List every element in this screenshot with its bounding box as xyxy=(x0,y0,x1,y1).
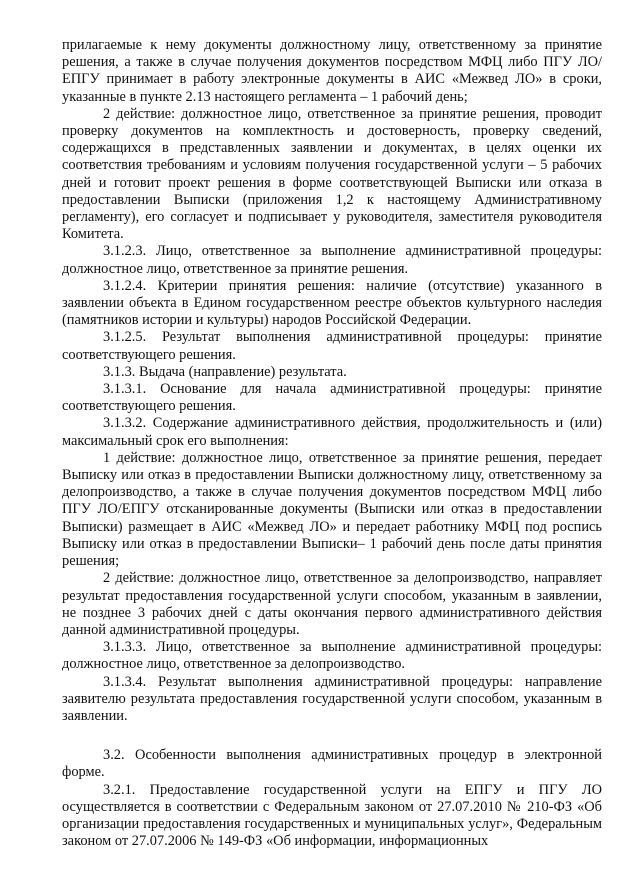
paragraph-action-1-transfer: 1 действие: должностное лицо, ответственное за принятие решения, передает Выписку или отказ в предоставлении Выписки должностному лицу, ответственному за делопроизводство, а также в случае получения документов посредством МФЦ либо ПГУ ЛО/ЕПГУ отсканированные документы (Выписки или отказ в предоставлении Выписки) размещает в АИС «Межвед ЛО» и передает работнику МФЦ под роспись Выписку или отказ в предоставлении Выписки– 1 рабочий день после даты принятия решения; xyxy=(62,449,602,570)
paragraph-3-1-2-3: 3.1.2.3. Лицо, ответственное за выполнение административной процедуры: должностное лицо, ответственное за принятие решения. xyxy=(62,243,602,277)
paragraph-action-2-review: 2 действие: должностное лицо, ответственное за принятие решения, проводит проверку документов на комплектность и достоверность, проверку сведений, содержащихся в представленных заявлении и документах, в целях оценки их соответствия требованиям и условиям получения государственной услуги – 5 рабочих дней и готовит проект решения в форме соответствующей Выписки или отказа в предоставлении Выписки (приложения 1,2 к настоящему Административному регламенту), его согласует и подписывает у руководителя, заместителя руководителя Комитета. xyxy=(62,105,602,243)
paragraph-3-1-3-2: 3.1.3.2. Содержание административного действия, продолжительность и (или) максимальный срок его выполнения: xyxy=(62,415,602,449)
paragraph-3-1-3: 3.1.3. Выдача (направление) результата. xyxy=(103,363,347,380)
paragraph-action-2-send: 2 действие: должностное лицо, ответственное за делопроизводство, направляет результат предоставления государственной услуги способом, указанным в заявлении, не позднее 3 рабочих дней с даты окончания первого административного действия данной административной процедуры. xyxy=(62,570,602,638)
paragraph-3-1-2-5: 3.1.2.5. Результат выполнения административной процедуры: принятие соответствующего решения. xyxy=(62,329,602,363)
paragraph-3-1-2-4: 3.1.2.4. Критерии принятия решения: наличие (отсутствие) указанного в заявлении объекта в Едином государственном реестре объектов культурного наследия (памятников истории и культуры) народов Российской Федерации. xyxy=(62,277,602,329)
paragraph-3-2-1: 3.2.1. Предоставление государственной услуги на ЕПГУ и ПГУ ЛО осуществляется в соответствии с Федеральным законом от 27.07.2010 № 210-ФЗ «Об организации предоставления государственных и муниципальных услуг», Федеральным законом от 27.07.2006 № 149-ФЗ «Об информации, информационных xyxy=(62,781,602,850)
paragraph-3-1-3-3: 3.1.3.3. Лицо, ответственное за выполнение административной процедуры: должностное лицо, ответственное за делопроизводство. xyxy=(62,639,602,673)
paragraph-3-1-3-4: 3.1.3.4. Результат выполнения административной процедуры: направление заявителю результата предоставления государственной услуги способом, указанным в заявлении. xyxy=(62,673,602,724)
paragraph-3-1-3-1: 3.1.3.1. Основание для начала административной процедуры: принятие соответствующего решения. xyxy=(62,381,602,415)
document-body xyxy=(62,37,602,850)
section-heading-3-2: 3.2. Особенности выполнения административных процедур в электронной форме. xyxy=(62,747,602,781)
paragraph-continuation: прилагаемые к нему документы должностному лицу, ответственному за принятие решения, а также в случае получения документов посредством МФЦ либо ПГУ ЛО/ЕПГУ принимает в работу электронные документы в АИС «Межвед ЛО» в сроки, указанные в пункте 2.13 настоящего регламента – 1 рабочий день; xyxy=(62,37,602,105)
